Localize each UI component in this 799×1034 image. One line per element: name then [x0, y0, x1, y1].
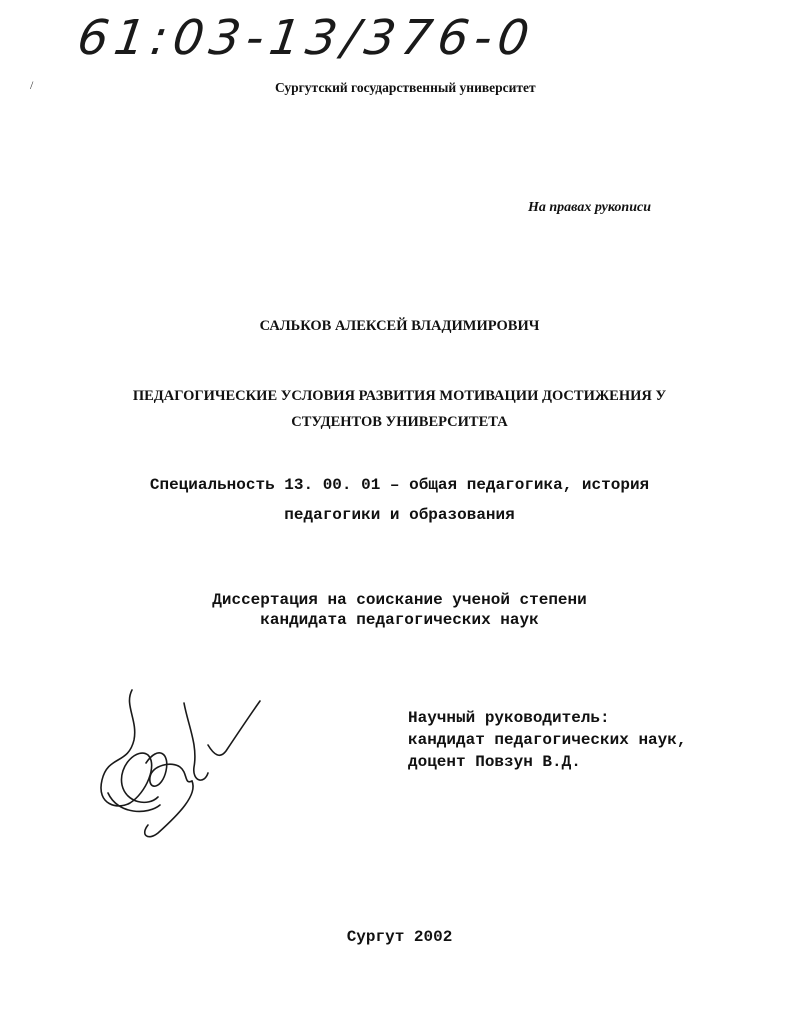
city-year: Сургут 2002: [346, 928, 453, 946]
rights-notice: На правах рукописи: [528, 200, 651, 215]
thesis-title: [0, 383, 799, 435]
specialty-line-1: Специальность 13. 00. 01 – общая педагогика, история: [149, 476, 650, 494]
advisor-name: доцент Повзун В.Д.: [408, 753, 581, 771]
thesis-degree-line-1: Диссертация на соискание ученой степени: [212, 591, 587, 609]
specialty-line-2: педагогики и образования: [284, 506, 515, 524]
thesis-title-line-2: СТУДЕНТОВ УНИВЕРСИТЕТА: [291, 414, 508, 430]
thesis-title-line-1: ПЕДАГОГИЧЕСКИЕ УСЛОВИЯ РАЗВИТИЯ МОТИВАЦИИ ДОСТИЖЕНИЯ У: [132, 388, 667, 404]
margin-mark: /: [30, 78, 34, 92]
specialty-block: [0, 470, 799, 530]
author-name: САЛЬКОВ АЛЕКСЕЙ ВЛАДИМИРОВИЧ: [259, 318, 540, 334]
signature-image: [88, 685, 278, 845]
thesis-degree-line-2: кандидата педагогических наук: [260, 611, 539, 629]
archive-code-handwritten: 61:03-13/376-0: [74, 10, 539, 66]
university-name: Сургутский государственный университет: [275, 80, 536, 95]
advisor-label: Научный руководитель:: [408, 709, 610, 727]
advisor-degree: кандидат педагогических наук,: [408, 731, 687, 749]
advisor-block: [408, 707, 686, 773]
thesis-degree-block: [0, 590, 799, 630]
